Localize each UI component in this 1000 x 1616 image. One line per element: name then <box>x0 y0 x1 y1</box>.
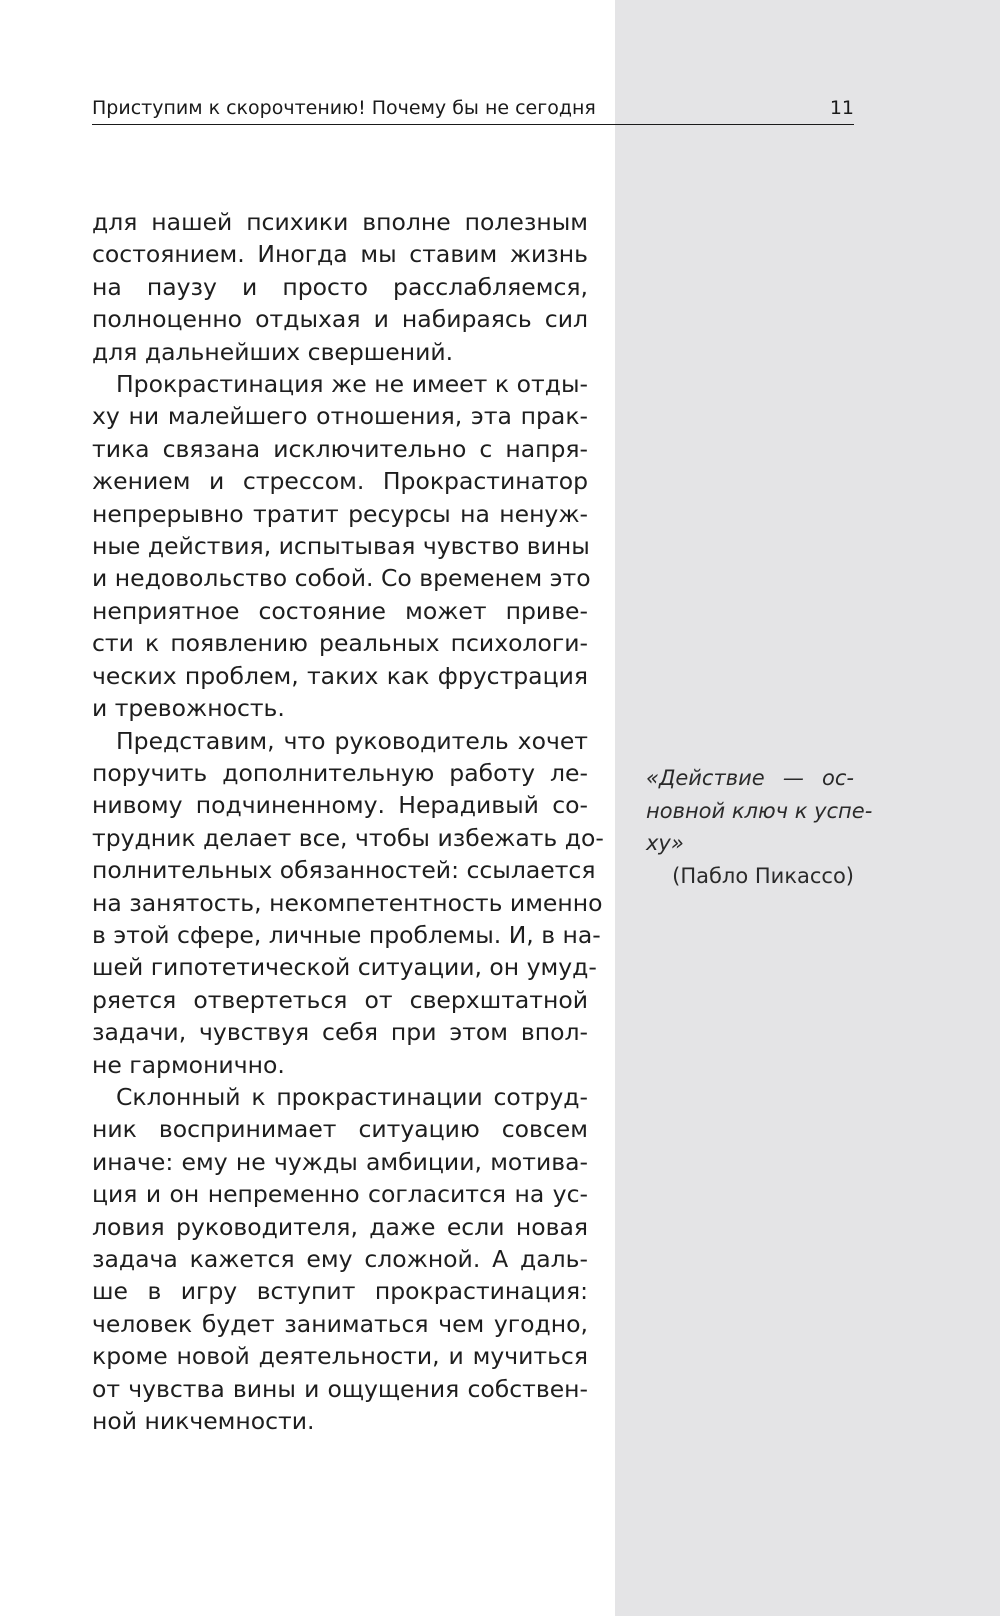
text-line: Представим, что руководитель хочет <box>116 726 588 755</box>
paragraph-2 <box>92 368 591 724</box>
text-line: ция и он непременно согласится на ус- <box>92 1180 588 1209</box>
text-line: на занятость, некомпетентность именно <box>92 888 603 917</box>
text-line: нивому подчиненному. Нерадивый со- <box>92 791 588 820</box>
text-line: Прокрастинация же не имеет к отды- <box>116 370 588 399</box>
text-line: жением и стрессом. Прокрастинатор <box>92 467 588 496</box>
page-number: 11 <box>829 97 854 119</box>
text-line: ше в игру вступит прокрастинация: <box>92 1277 588 1306</box>
text-line: поручить дополнительную работу ле- <box>92 758 588 787</box>
paragraph-3 <box>92 725 604 1081</box>
text-line: состоянием. Иногда мы ставим жизнь <box>92 240 588 269</box>
text-line: и недовольство собой. Со временем это <box>92 564 591 593</box>
text-line: Склонный к прокрастинации сотруд- <box>116 1082 588 1111</box>
paragraph-1 <box>92 206 588 368</box>
text-line: тика связана исключительно с напря- <box>92 434 588 463</box>
text-line: для нашей психики вполне полезным <box>92 208 588 236</box>
text-line: ные действия, испытывая чувство вины <box>92 532 590 561</box>
sidebar-quote <box>646 762 873 892</box>
text-line: от чувства вины и ощущения собствен- <box>92 1374 588 1403</box>
text-line: иначе: ему не чужды амбиции, мотива- <box>92 1147 588 1176</box>
quote-line: ху» <box>646 831 684 855</box>
text-line: ной никчемности. <box>92 1407 315 1436</box>
text-line: не гармонично. <box>92 1050 285 1079</box>
text-line: ческих проблем, таких как фрустрация <box>92 661 588 690</box>
text-line: задачи, чувствуя себя при этом впол- <box>92 1018 588 1047</box>
running-head <box>92 96 854 126</box>
text-line: кроме новой деятельности, и мучиться <box>92 1342 588 1371</box>
text-line: задача кажется ему сложной. А даль- <box>92 1245 588 1273</box>
text-line: ник воспринимает ситуацию совсем <box>92 1115 588 1144</box>
text-line: полнительных обязанностей: ссылается <box>92 856 596 885</box>
paragraph-4 <box>92 1081 588 1437</box>
text-line: трудник делает все, чтобы избежать до- <box>92 823 604 852</box>
text-line: человек будет заниматься чем угодно, <box>92 1309 588 1338</box>
text-line: на паузу и просто расслабляемся, <box>92 272 588 301</box>
text-line: ху ни малейшего отношения, эта прак- <box>92 402 588 431</box>
body-text <box>92 206 604 1437</box>
running-head-title: Приступим к скорочтению! Почему бы не сегодня <box>92 97 596 119</box>
quote-author: (Пабло Пикассо) <box>672 863 854 888</box>
text-line: для дальнейших свершений. <box>92 337 454 366</box>
quote-line: новной ключ к успе- <box>646 798 873 823</box>
text-line: полноценно отдыхая и набираясь сил <box>92 305 588 334</box>
text-line: ряется отвертеться от сверхштатной <box>92 985 588 1014</box>
quote-line: «Действие — ос- <box>646 766 854 790</box>
text-line: и тревожность. <box>92 694 285 723</box>
text-line: непрерывно тратит ресурсы на ненуж- <box>92 499 588 528</box>
text-line: шей гипотетической ситуации, он умуд- <box>92 953 597 982</box>
text-line: сти к появлению реальных психологи- <box>92 629 588 658</box>
text-line: в этой сфере, личные проблемы. И, в на- <box>92 920 601 949</box>
header-rule <box>92 124 854 125</box>
text-line: ловия руководителя, даже если новая <box>92 1212 588 1241</box>
text-line: неприятное состояние может приве- <box>92 596 588 625</box>
